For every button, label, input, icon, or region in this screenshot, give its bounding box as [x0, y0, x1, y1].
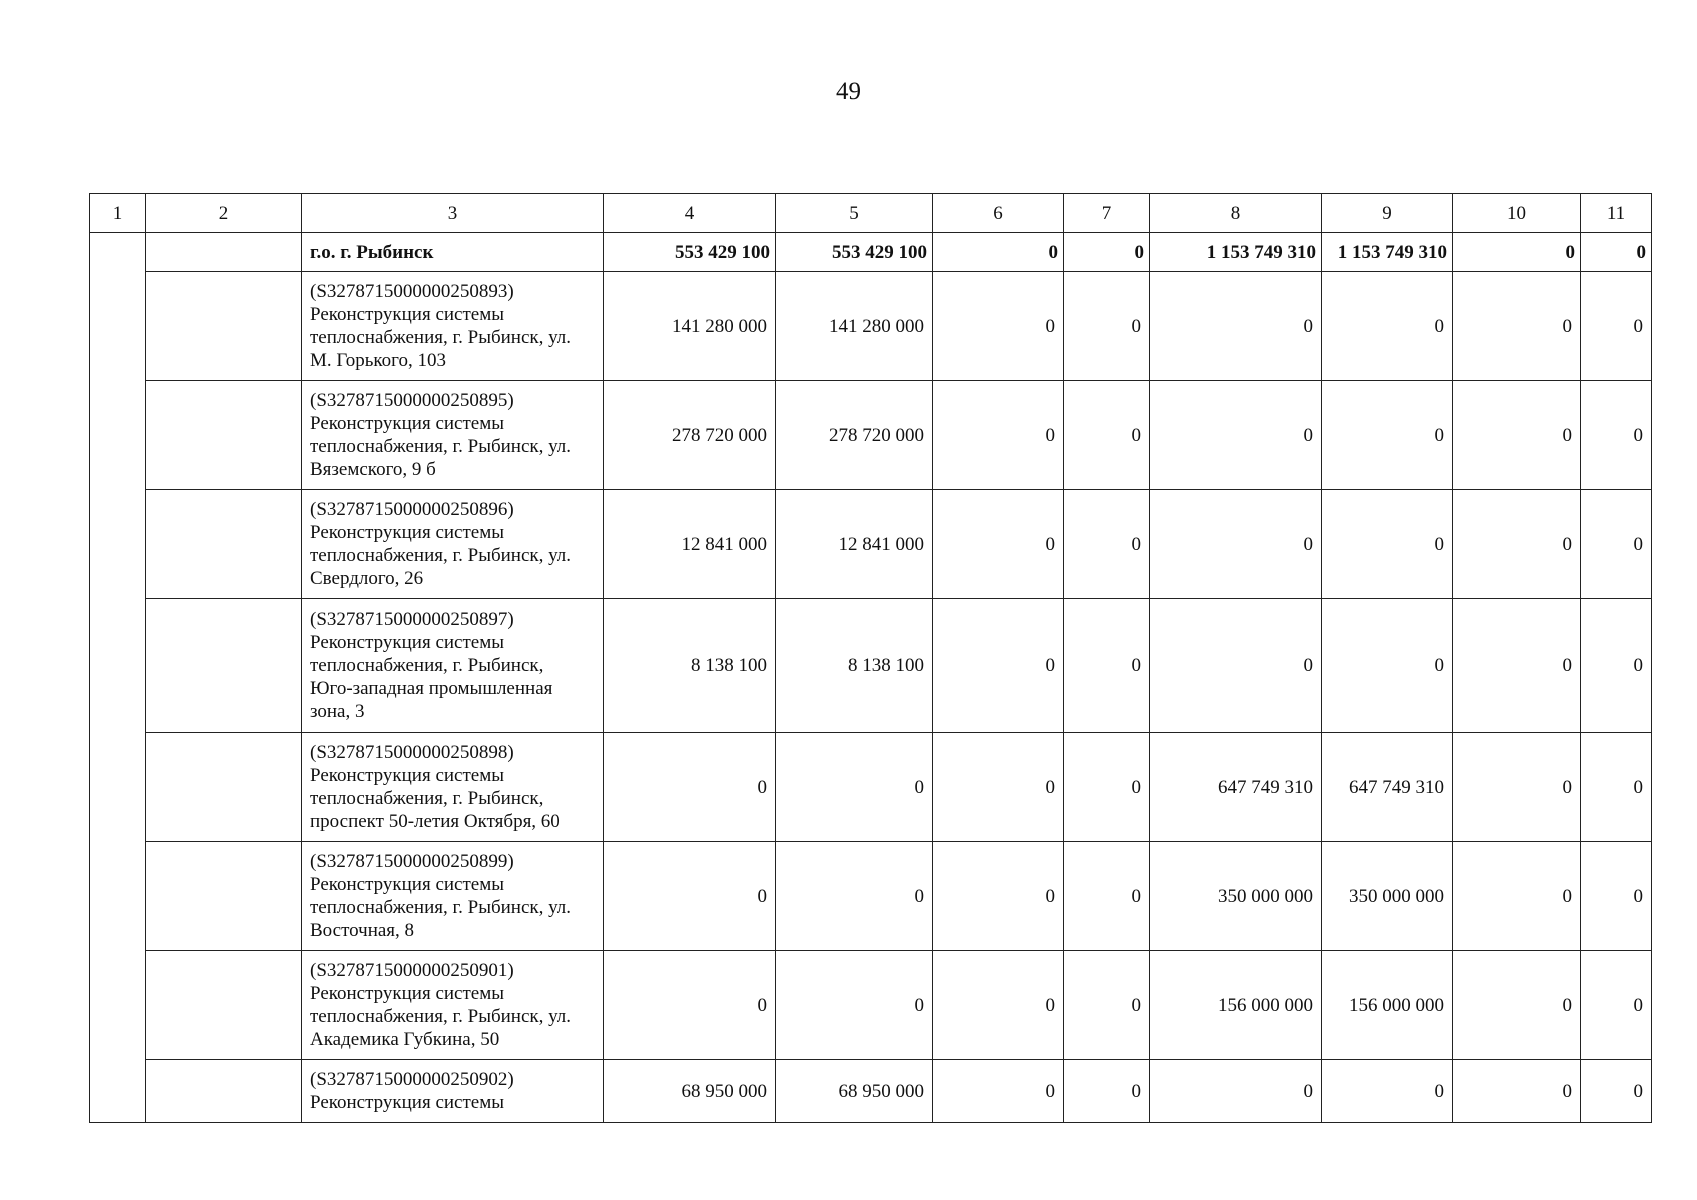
project-description-line: Юго-западная промышленная — [310, 678, 553, 699]
amount-cell: 141 280 000 — [604, 272, 776, 381]
amount-cell: 0 — [1453, 733, 1581, 842]
empty-cell-col2 — [146, 272, 302, 381]
total-value: 1 153 749 310 — [1322, 233, 1453, 272]
amount-cell: 647 749 310 — [1150, 733, 1322, 842]
amount-cell: 0 — [1150, 381, 1322, 490]
amount-cell: 0 — [933, 599, 1064, 733]
empty-cell-col2 — [146, 233, 302, 272]
project-description-line: Реконструкция системы — [310, 765, 505, 786]
amount-cell: 0 — [776, 842, 933, 951]
amount-cell: 350 000 000 — [1150, 842, 1322, 951]
amount-cell: 0 — [1064, 951, 1150, 1060]
column-number: 4 — [604, 194, 776, 233]
amount-cell: 0 — [1150, 272, 1322, 381]
amount-cell: 0 — [1150, 599, 1322, 733]
amount-cell: 0 — [604, 733, 776, 842]
column-number: 5 — [776, 194, 933, 233]
project-description-line: Академика Губкина, 50 — [310, 1029, 500, 1050]
amount-cell: 647 749 310 — [1322, 733, 1453, 842]
project-description-line: Реконструкция системы — [310, 304, 505, 325]
project-code: (S3278715000000250901) — [310, 960, 514, 981]
project-description — [302, 1060, 604, 1123]
project-row — [90, 272, 1652, 381]
project-description-line: Реконструкция системы — [310, 522, 505, 543]
project-description-line: теплоснабжения, г. Рыбинск, ул. — [310, 327, 572, 348]
project-description-line: Реконструкция системы — [310, 983, 505, 1004]
amount-cell: 0 — [1581, 1060, 1652, 1123]
amount-cell: 0 — [933, 272, 1064, 381]
project-description — [302, 381, 604, 490]
empty-cell-col2 — [146, 733, 302, 842]
amount-cell: 0 — [604, 951, 776, 1060]
amount-cell: 0 — [776, 951, 933, 1060]
column-number: 11 — [1581, 194, 1652, 233]
amount-cell: 8 138 100 — [776, 599, 933, 733]
column-number: 6 — [933, 194, 1064, 233]
project-description-line: теплоснабжения, г. Рыбинск, ул. — [310, 436, 572, 457]
amount-cell: 0 — [1453, 951, 1581, 1060]
project-description-line: Реконструкция системы — [310, 1092, 505, 1113]
amount-cell: 278 720 000 — [776, 381, 933, 490]
project-row — [90, 842, 1652, 951]
project-description-line: теплоснабжения, г. Рыбинск, ул. — [310, 897, 572, 918]
project-description-line: теплоснабжения, г. Рыбинск, — [310, 788, 544, 809]
amount-cell: 141 280 000 — [776, 272, 933, 381]
amount-cell: 0 — [1453, 272, 1581, 381]
amount-cell: 0 — [1581, 490, 1652, 599]
amount-cell: 0 — [604, 842, 776, 951]
amount-cell: 0 — [1322, 1060, 1453, 1123]
amount-cell: 0 — [1064, 381, 1150, 490]
project-description — [302, 842, 604, 951]
total-value: 553 429 100 — [604, 233, 776, 272]
amount-cell: 350 000 000 — [1322, 842, 1453, 951]
amount-cell: 0 — [1453, 842, 1581, 951]
amount-cell: 0 — [1322, 272, 1453, 381]
project-code: (S3278715000000250893) — [310, 281, 514, 302]
project-description — [302, 599, 604, 733]
project-row — [90, 951, 1652, 1060]
amount-cell: 0 — [933, 951, 1064, 1060]
project-description-line: теплоснабжения, г. Рыбинск, ул. — [310, 1006, 572, 1027]
column-number: 1 — [90, 194, 146, 233]
budget-table — [89, 193, 1652, 1123]
project-description-line: Реконструкция системы — [310, 413, 505, 434]
amount-cell: 0 — [1581, 733, 1652, 842]
amount-cell: 0 — [776, 733, 933, 842]
project-code: (S3278715000000250895) — [310, 390, 514, 411]
empty-cell-col2 — [146, 599, 302, 733]
amount-cell: 0 — [933, 381, 1064, 490]
amount-cell: 0 — [1453, 599, 1581, 733]
empty-cell-col2 — [146, 951, 302, 1060]
amount-cell: 0 — [1322, 490, 1453, 599]
project-description-line: М. Горького, 103 — [310, 350, 446, 371]
empty-cell-col2 — [146, 842, 302, 951]
column-number: 3 — [302, 194, 604, 233]
amount-cell: 0 — [1064, 599, 1150, 733]
total-row — [90, 233, 1652, 272]
amount-cell: 0 — [1581, 381, 1652, 490]
total-value: 1 153 749 310 — [1150, 233, 1322, 272]
amount-cell: 68 950 000 — [776, 1060, 933, 1123]
total-value: 0 — [1064, 233, 1150, 272]
amount-cell: 0 — [1150, 1060, 1322, 1123]
total-value: 0 — [933, 233, 1064, 272]
project-description-line: теплоснабжения, г. Рыбинск, ул. — [310, 545, 572, 566]
amount-cell: 68 950 000 — [604, 1060, 776, 1123]
empty-cell-col2 — [146, 381, 302, 490]
amount-cell: 0 — [1064, 733, 1150, 842]
total-value: 553 429 100 — [776, 233, 933, 272]
project-code: (S3278715000000250898) — [310, 742, 514, 763]
project-row — [90, 733, 1652, 842]
amount-cell: 12 841 000 — [604, 490, 776, 599]
amount-cell: 0 — [1581, 951, 1652, 1060]
column-number: 10 — [1453, 194, 1581, 233]
project-row — [90, 1060, 1652, 1123]
project-code: (S3278715000000250896) — [310, 499, 514, 520]
total-value: 0 — [1581, 233, 1652, 272]
empty-cell-col2 — [146, 490, 302, 599]
amount-cell: 0 — [1064, 272, 1150, 381]
column-number: 7 — [1064, 194, 1150, 233]
project-row — [90, 381, 1652, 490]
amount-cell: 156 000 000 — [1150, 951, 1322, 1060]
amount-cell: 0 — [1150, 490, 1322, 599]
project-code: (S3278715000000250902) — [310, 1069, 514, 1090]
amount-cell: 0 — [1453, 1060, 1581, 1123]
page-number: 49 — [836, 78, 861, 105]
project-description — [302, 951, 604, 1060]
amount-cell: 156 000 000 — [1322, 951, 1453, 1060]
merged-cell-col1 — [90, 233, 146, 1123]
amount-cell: 0 — [933, 733, 1064, 842]
municipality-name: г.о. г. Рыбинск — [302, 233, 604, 272]
amount-cell: 278 720 000 — [604, 381, 776, 490]
project-row — [90, 490, 1652, 599]
amount-cell: 0 — [933, 490, 1064, 599]
project-description-line: теплоснабжения, г. Рыбинск, — [310, 655, 544, 676]
column-number-row — [90, 194, 1652, 233]
project-code: (S3278715000000250899) — [310, 851, 514, 872]
project-description — [302, 733, 604, 842]
project-description-line: Вяземского, 9 б — [310, 459, 436, 480]
amount-cell: 12 841 000 — [776, 490, 933, 599]
column-number: 2 — [146, 194, 302, 233]
amount-cell: 0 — [1581, 599, 1652, 733]
amount-cell: 0 — [1453, 381, 1581, 490]
amount-cell: 0 — [933, 1060, 1064, 1123]
amount-cell: 8 138 100 — [604, 599, 776, 733]
amount-cell: 0 — [1322, 381, 1453, 490]
column-number: 8 — [1150, 194, 1322, 233]
amount-cell: 0 — [1064, 490, 1150, 599]
project-description-line: проспект 50-летия Октября, 60 — [310, 811, 560, 832]
column-number: 9 — [1322, 194, 1453, 233]
amount-cell: 0 — [1064, 842, 1150, 951]
project-description-line: Реконструкция системы — [310, 632, 505, 653]
amount-cell: 0 — [1453, 490, 1581, 599]
total-value: 0 — [1453, 233, 1581, 272]
amount-cell: 0 — [1064, 1060, 1150, 1123]
project-description-line: Восточная, 8 — [310, 920, 415, 941]
amount-cell: 0 — [1581, 842, 1652, 951]
amount-cell: 0 — [1322, 599, 1453, 733]
project-row — [90, 599, 1652, 733]
amount-cell: 0 — [933, 842, 1064, 951]
empty-cell-col2 — [146, 1060, 302, 1123]
project-description — [302, 490, 604, 599]
amount-cell: 0 — [1581, 272, 1652, 381]
project-description — [302, 272, 604, 381]
project-code: (S3278715000000250897) — [310, 609, 514, 630]
project-description-line: зона, 3 — [310, 701, 365, 722]
project-description-line: Свердлого, 26 — [310, 568, 424, 589]
project-description-line: Реконструкция системы — [310, 874, 505, 895]
